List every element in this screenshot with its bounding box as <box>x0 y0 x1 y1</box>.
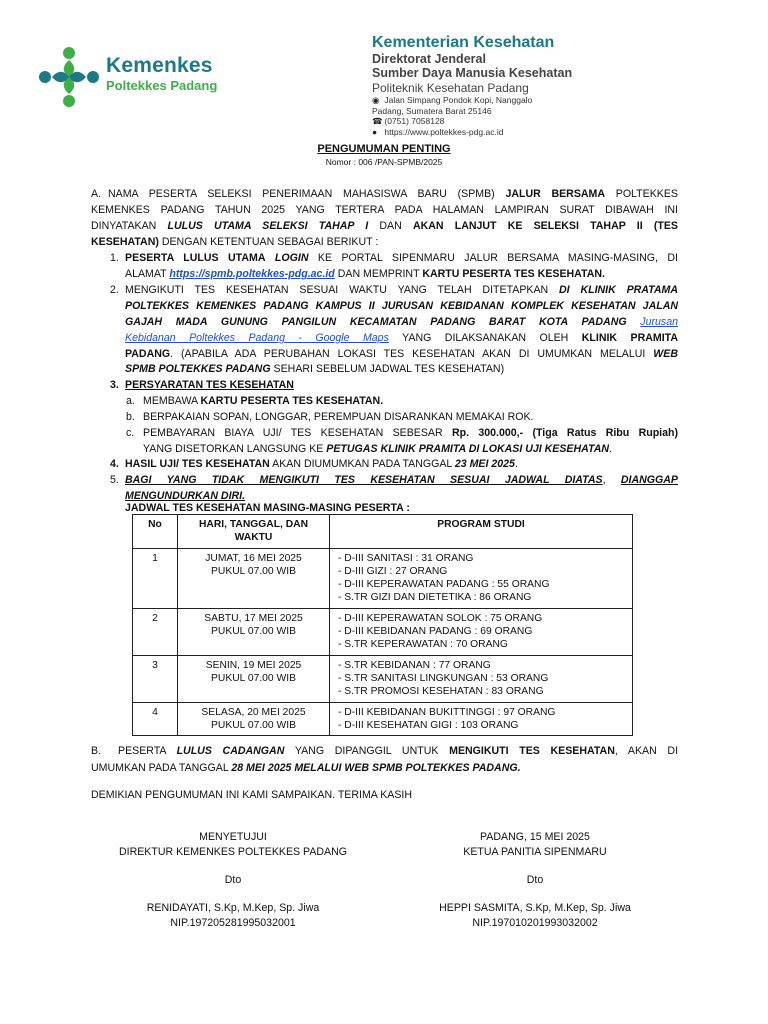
location-icon: ◉ <box>372 95 380 105</box>
item-3a-text: MEMBAWA KARTU PESERTA TES KESEHATAN. <box>143 395 384 407</box>
item-2-number: 2. <box>110 284 119 296</box>
row-day: SENIN, 19 MEI 2025 PUKUL 07.00 WIB <box>178 655 330 702</box>
row-no: 1 <box>133 548 178 608</box>
page-title: PENGUMUMAN PENTING <box>317 143 451 155</box>
map-link-part-1[interactable]: Jurusan <box>640 316 678 328</box>
header-day: HARI, TANGGAL, DAN WAKTU <box>178 515 330 549</box>
document-number: Nomor : 006 /PAN-SPMB/2025 <box>325 157 443 167</box>
table-row <box>133 702 633 736</box>
row-day: SABTU, 17 MEI 2025 PUKUL 07.00 WIB <box>178 608 330 655</box>
sdm-name: Sumber Daya Manusia Kesehatan <box>372 66 573 80</box>
section-a-line-2: KEMENKES PADANG TAHUN 2025 YANG TERTERA PADA HALAMAN LAMPIRAN SURAT DIBAWAH INI <box>91 204 678 216</box>
section-b-label: B. <box>91 745 102 757</box>
schedule-table <box>132 514 633 736</box>
item-2-line-5: PADANG. (APABILA ADA PERUBAHAN LOKASI TES KESEHATAN AKAN DI UMUMKAN MELALUI WEB <box>125 348 678 360</box>
item-5-line-1: BAGI YANG TIDAK MENGIKUTI TES KESEHATAN SESUAI JADWAL DIATAS, DIANGGAP <box>125 474 678 486</box>
section-a-line-3: DINYATAKAN LULUS UTAMA SELEKSI TAHAP I DAN AKAN LANJUT KE SELEKSI TAHAP II (TES <box>91 220 678 232</box>
ministry-name: Kementerian Kesehatan <box>372 34 555 51</box>
item-3-title: PERSYARATAN TES KESEHATAN <box>125 379 294 391</box>
map-link-part-2[interactable]: Kebidanan Poltekkes Padang - Google Maps <box>125 332 389 344</box>
table-row <box>133 608 633 655</box>
item-3a-label: a. <box>126 395 135 407</box>
item-2-line-4: Kebidanan Poltekkes Padang - Google Maps YANG DILAKSANAKAN OLEH KLINIK PRAMITA <box>125 332 678 344</box>
row-no: 2 <box>133 608 178 655</box>
item-5-number: 5. <box>110 474 119 486</box>
item-3c-line-2: YANG DISETORKAN LANGSUNG KE PETUGAS KLINIK PRAMITA DI LOKASI UJI KESEHATAN. <box>143 443 612 455</box>
directorate-name: Direktorat Jenderal <box>372 52 486 66</box>
institution-header <box>372 34 752 137</box>
brand-sub: Poltekkes Padang <box>106 78 218 93</box>
row-day: SELASA, 20 MEI 2025 PUKUL 07.00 WIB <box>178 702 330 736</box>
row-programs: - D-III KEBIDANAN BUKITTINGGI : 97 ORANG - D-III KESEHATAN GIGI : 103 ORANG <box>330 702 633 736</box>
web-line: ● https://www.poltekkes-pdg.ac.id <box>372 126 504 137</box>
row-no: 3 <box>133 655 178 702</box>
item-2-line-2: POLTEKKES KEMENKES PADANG KAMPUS II JURUSAN KEBIDANAN KOMPLEK KESEHATAN JALAN <box>125 300 678 312</box>
brand-name: Kemenkes <box>106 54 213 77</box>
phone-icon: ☎ <box>372 116 383 126</box>
item-1-number: 1. <box>110 252 119 264</box>
phone-line: ☎ (0751) 7058128 <box>372 116 445 126</box>
item-5-line-2: MENGUNDURKAN DIRI. <box>125 490 246 502</box>
header-program: PROGRAM STUDI <box>330 515 633 549</box>
item-3-number: 3. <box>110 379 119 391</box>
header-no: No <box>133 515 178 549</box>
kemenkes-logo-icon <box>36 44 102 110</box>
schedule-title: JADWAL TES KESEHATAN MASING-MASING PESERTA : <box>125 502 410 514</box>
address-line-2: Padang, Sumatera Barat 25146 <box>372 105 492 116</box>
brand-block <box>106 55 217 94</box>
item-3c-label: c. <box>126 427 135 439</box>
closing-text: DEMIKIAN PENGUMUMAN INI KAMI SAMPAIKAN. TERIMA KASIH <box>91 789 413 801</box>
row-programs: - S.TR KEBIDANAN : 77 ORANG - S.TR SANITASI LINGKUNGAN : 53 ORANG - S.TR PROMOSI KESEHATAN : 83 ORANG <box>330 655 633 702</box>
section-a-label: A. <box>91 188 102 200</box>
item-2-line-3: GAJAH MADA GUNUNG PANGILUN KECAMATAN PADANG BARAT KOTA PADANG Jurusan <box>125 316 678 328</box>
row-day: JUMAT, 16 MEI 2025 PUKUL 07.00 WIB <box>178 548 330 608</box>
spmb-portal-link[interactable]: https://spmb.poltekkes-pdg.ac.id <box>169 268 335 280</box>
item-3b-label: b. <box>126 411 135 423</box>
item-2-line-1: MENGIKUTI TES KESEHATAN SESUAI WAKTU YANG TELAH DITETAPKAN DI KLINIK PRATAMA <box>125 284 678 296</box>
section-a-line-4: KESEHATAN) DENGAN KETENTUAN SEBAGAI BERIKUT : <box>91 236 379 248</box>
row-programs: - D-III SANITASI : 31 ORANG - D-III GIZI : 27 ORANG - D-III KEPERAWATAN PADANG : 55 ORANG - S.TR GIZI DAN DIETETIKA : 86 ORANG <box>330 548 633 608</box>
section-b-line-1: PESERTA LULUS CADANGAN YANG DIPANGGIL UNTUK MENGIKUTI TES KESEHATAN, AKAN DI <box>118 745 679 757</box>
signature-right: PADANG, 15 MEI 2025 KETUA PANITIA SIPENMARU Dto HEPPI SASMITA, S.Kp, M.Kep, Sp. Jiwa NIP.197010201993032002 <box>439 831 631 929</box>
table-row <box>133 655 633 702</box>
table-row <box>133 548 633 608</box>
item-3b-text: BERPAKAIAN SOPAN, LONGGAR, PEREMPUAN DISARANKAN MEMAKAI ROK. <box>143 411 534 423</box>
item-3c-line-1: PEMBAYARAN BIAYA UJI/ TES KESEHATAN SEBESAR Rp. 300.000,- (Tiga Ratus Ribu Rupiah) <box>143 427 678 439</box>
poltekkes-name: Politeknik Kesehatan Padang <box>372 81 529 95</box>
item-1-line-1: PESERTA LULUS UTAMA LOGIN KE PORTAL SIPENMARU JALUR BERSAMA MASING-MASING, DI <box>125 252 679 264</box>
item-4-number: 4. <box>110 458 119 470</box>
row-programs: - D-III KEPERAWATAN SOLOK : 75 ORANG - D-III KEBIDANAN PADANG : 69 ORANG - S.TR KEPERAWATAN : 70 ORANG <box>330 608 633 655</box>
address-line-1: ◉ Jalan Simpang Pondok Kopi, Nanggalo <box>372 95 533 105</box>
section-b-line-2: UMUMKAN PADA TANGGAL 28 MEI 2025 MELALUI WEB SPMB POLTEKKES PADANG. <box>91 762 521 774</box>
row-no: 4 <box>133 702 178 736</box>
signature-left: MENYETUJUI DIREKTUR KEMENKES POLTEKKES PADANG Dto RENIDAYATI, S.Kp, M.Kep, Sp. Jiwa NIP.197205281995032001 <box>118 831 347 929</box>
globe-icon: ● <box>372 126 378 137</box>
section-a-line-1: NAMA PESERTA SELEKSI PENERIMAAN MAHASISWA BARU (SPMB) JALUR BERSAMA POLTEKKES <box>108 188 678 200</box>
item-4-text: HASIL UJI/ TES KESEHATAN AKAN DIUMUMKAN PADA TANGGAL 23 MEI 2025. <box>125 458 518 470</box>
item-1-line-2: ALAMAT https://spmb.poltekkes-pdg.ac.id DAN MEMPRINT KARTU PESERTA TES KESEHATAN. <box>125 268 605 280</box>
table-header-row <box>133 515 633 549</box>
item-2-line-6: SPMB POLTEKKES PADANG SEHARI SEBELUM JADWAL TES KESEHATAN) <box>125 363 505 375</box>
